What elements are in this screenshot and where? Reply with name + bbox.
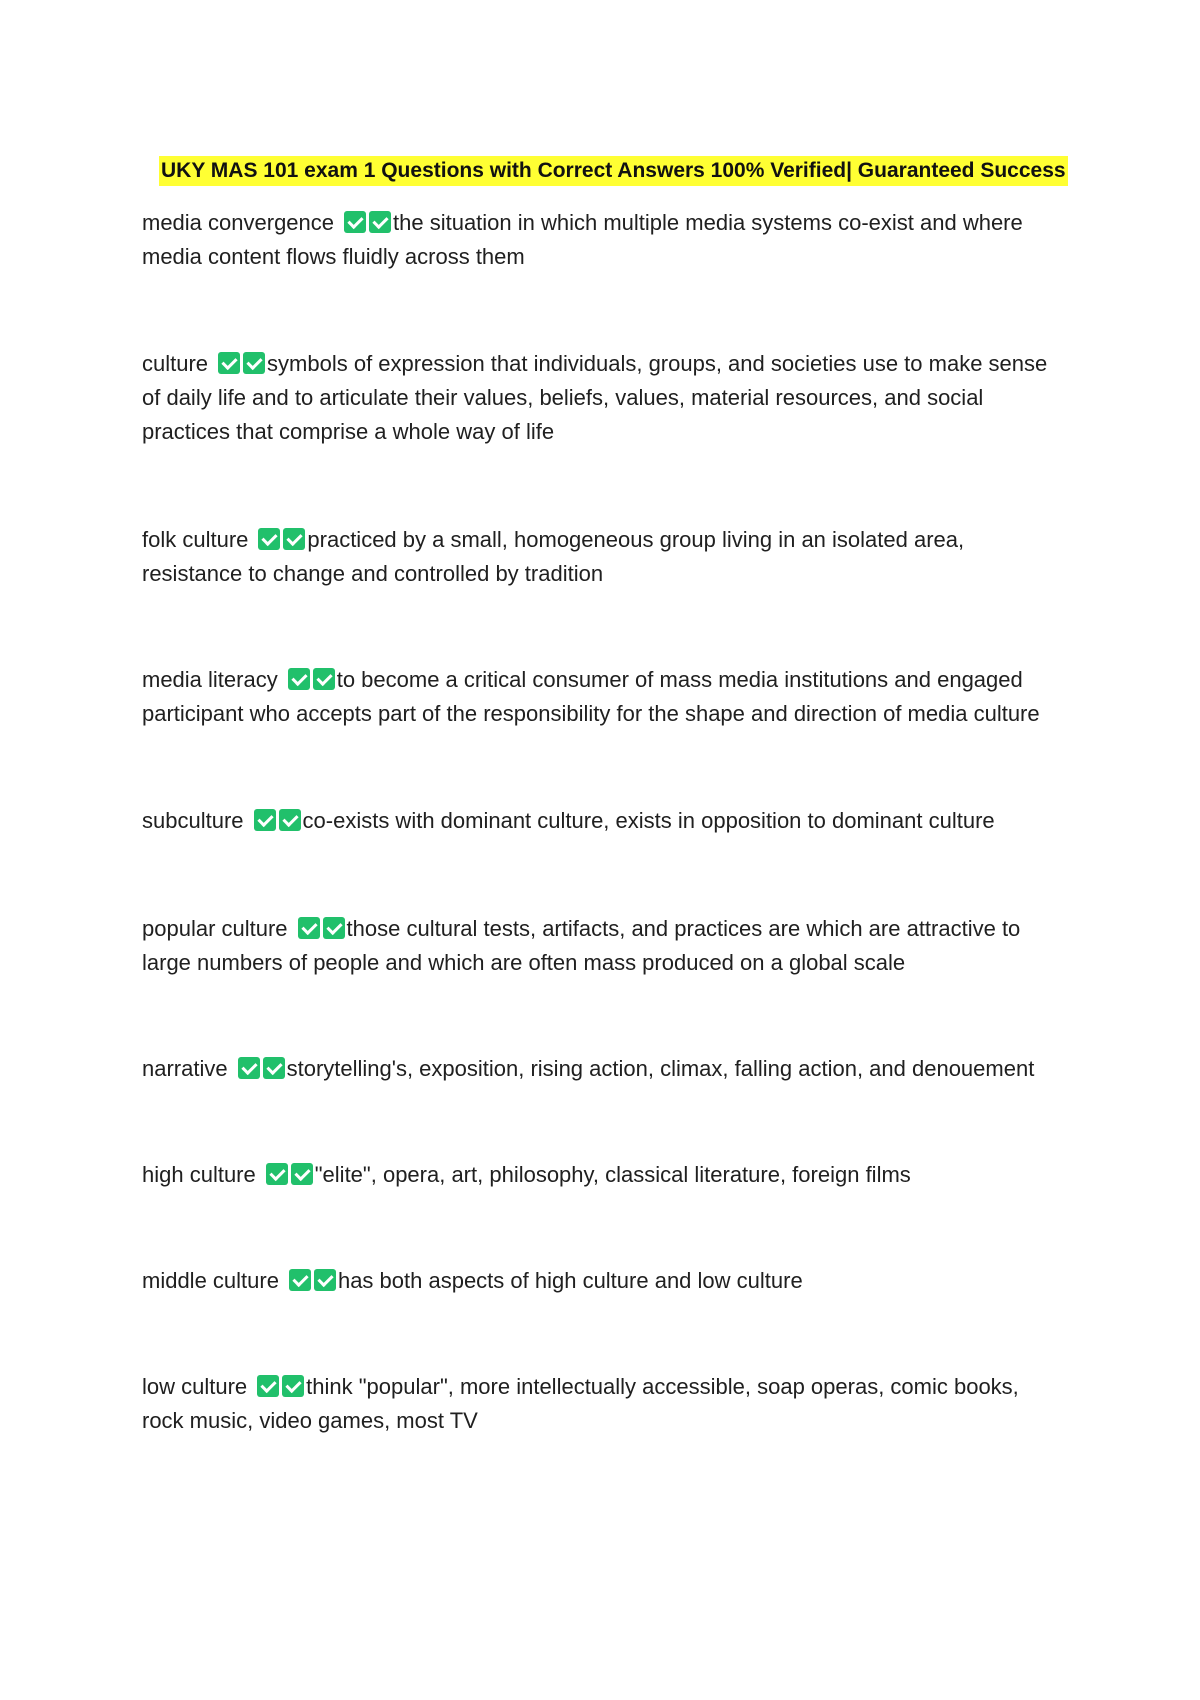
check-box-icon bbox=[282, 1375, 304, 1397]
check-box-icon bbox=[266, 1163, 288, 1185]
list-item bbox=[142, 663, 1052, 731]
term: middle culture bbox=[142, 1268, 279, 1293]
check-box-icon bbox=[254, 809, 276, 831]
term: culture bbox=[142, 351, 209, 376]
check-box-icon bbox=[369, 211, 391, 233]
list-item bbox=[142, 1052, 1052, 1086]
list-item bbox=[142, 523, 1052, 591]
term: high culture bbox=[142, 1162, 256, 1187]
check-box-icon bbox=[291, 1163, 313, 1185]
check-box-icon bbox=[323, 917, 345, 939]
list-item bbox=[142, 1264, 1052, 1298]
check-box-icon bbox=[313, 668, 335, 690]
check-box-icon bbox=[283, 528, 305, 550]
definition: the situation in which multiple media systems co-exist and where media content flows fluidly across them bbox=[142, 210, 1023, 269]
definition: symbols of expression that individuals, groups, and societies use to make sense of daily life and to articulate their values, beliefs, values, material resources, and social practices that comprise a whole way of life bbox=[142, 351, 1048, 444]
title-block bbox=[159, 156, 1066, 186]
check-box-icon bbox=[289, 1269, 311, 1291]
check-box-icon bbox=[314, 1269, 336, 1291]
term: subculture bbox=[142, 808, 244, 833]
check-box-icon bbox=[257, 1375, 279, 1397]
list-item bbox=[142, 1158, 1052, 1192]
definition: to become a critical consumer of mass media institutions and engaged participant who accepts part of the responsibility for the shape and direction of media culture bbox=[142, 667, 1040, 726]
check-box-icon bbox=[238, 1057, 260, 1079]
check-box-icon bbox=[243, 352, 265, 374]
list-item bbox=[142, 347, 1052, 449]
term: popular culture bbox=[142, 916, 288, 941]
check-box-icon bbox=[298, 917, 320, 939]
list-item bbox=[142, 1370, 1052, 1438]
check-box-icon bbox=[344, 211, 366, 233]
definition: those cultural tests, artifacts, and practices are which are attractive to large numbers of people and which are often mass produced on a global scale bbox=[142, 916, 1021, 975]
list-item bbox=[142, 804, 1052, 838]
term: low culture bbox=[142, 1374, 248, 1399]
definition: think "popular", more intellectually accessible, soap operas, comic books, rock music, video games, most TV bbox=[142, 1374, 1019, 1433]
term: narrative bbox=[142, 1056, 228, 1081]
term: media literacy bbox=[142, 667, 278, 692]
check-box-icon bbox=[288, 668, 310, 690]
check-box-icon bbox=[218, 352, 240, 374]
term: media convergence bbox=[142, 210, 335, 235]
list-item bbox=[142, 206, 1052, 274]
document-title: UKY MAS 101 exam 1 Questions with Correct Answers 100% Verified| Guaranteed Success bbox=[159, 156, 1068, 186]
check-box-icon bbox=[279, 809, 301, 831]
term: folk culture bbox=[142, 527, 249, 552]
definition: co-exists with dominant culture, exists in opposition to dominant culture bbox=[302, 808, 995, 833]
definition: storytelling's, exposition, rising action, climax, falling action, and denouement bbox=[286, 1056, 1035, 1081]
list-item bbox=[142, 912, 1052, 980]
check-box-icon bbox=[258, 528, 280, 550]
definition: has both aspects of high culture and low culture bbox=[337, 1268, 803, 1293]
check-box-icon bbox=[263, 1057, 285, 1079]
definition: practiced by a small, homogeneous group living in an isolated area, resistance to change and controlled by tradition bbox=[142, 527, 965, 586]
definition: "elite", opera, art, philosophy, classical literature, foreign films bbox=[314, 1162, 911, 1187]
